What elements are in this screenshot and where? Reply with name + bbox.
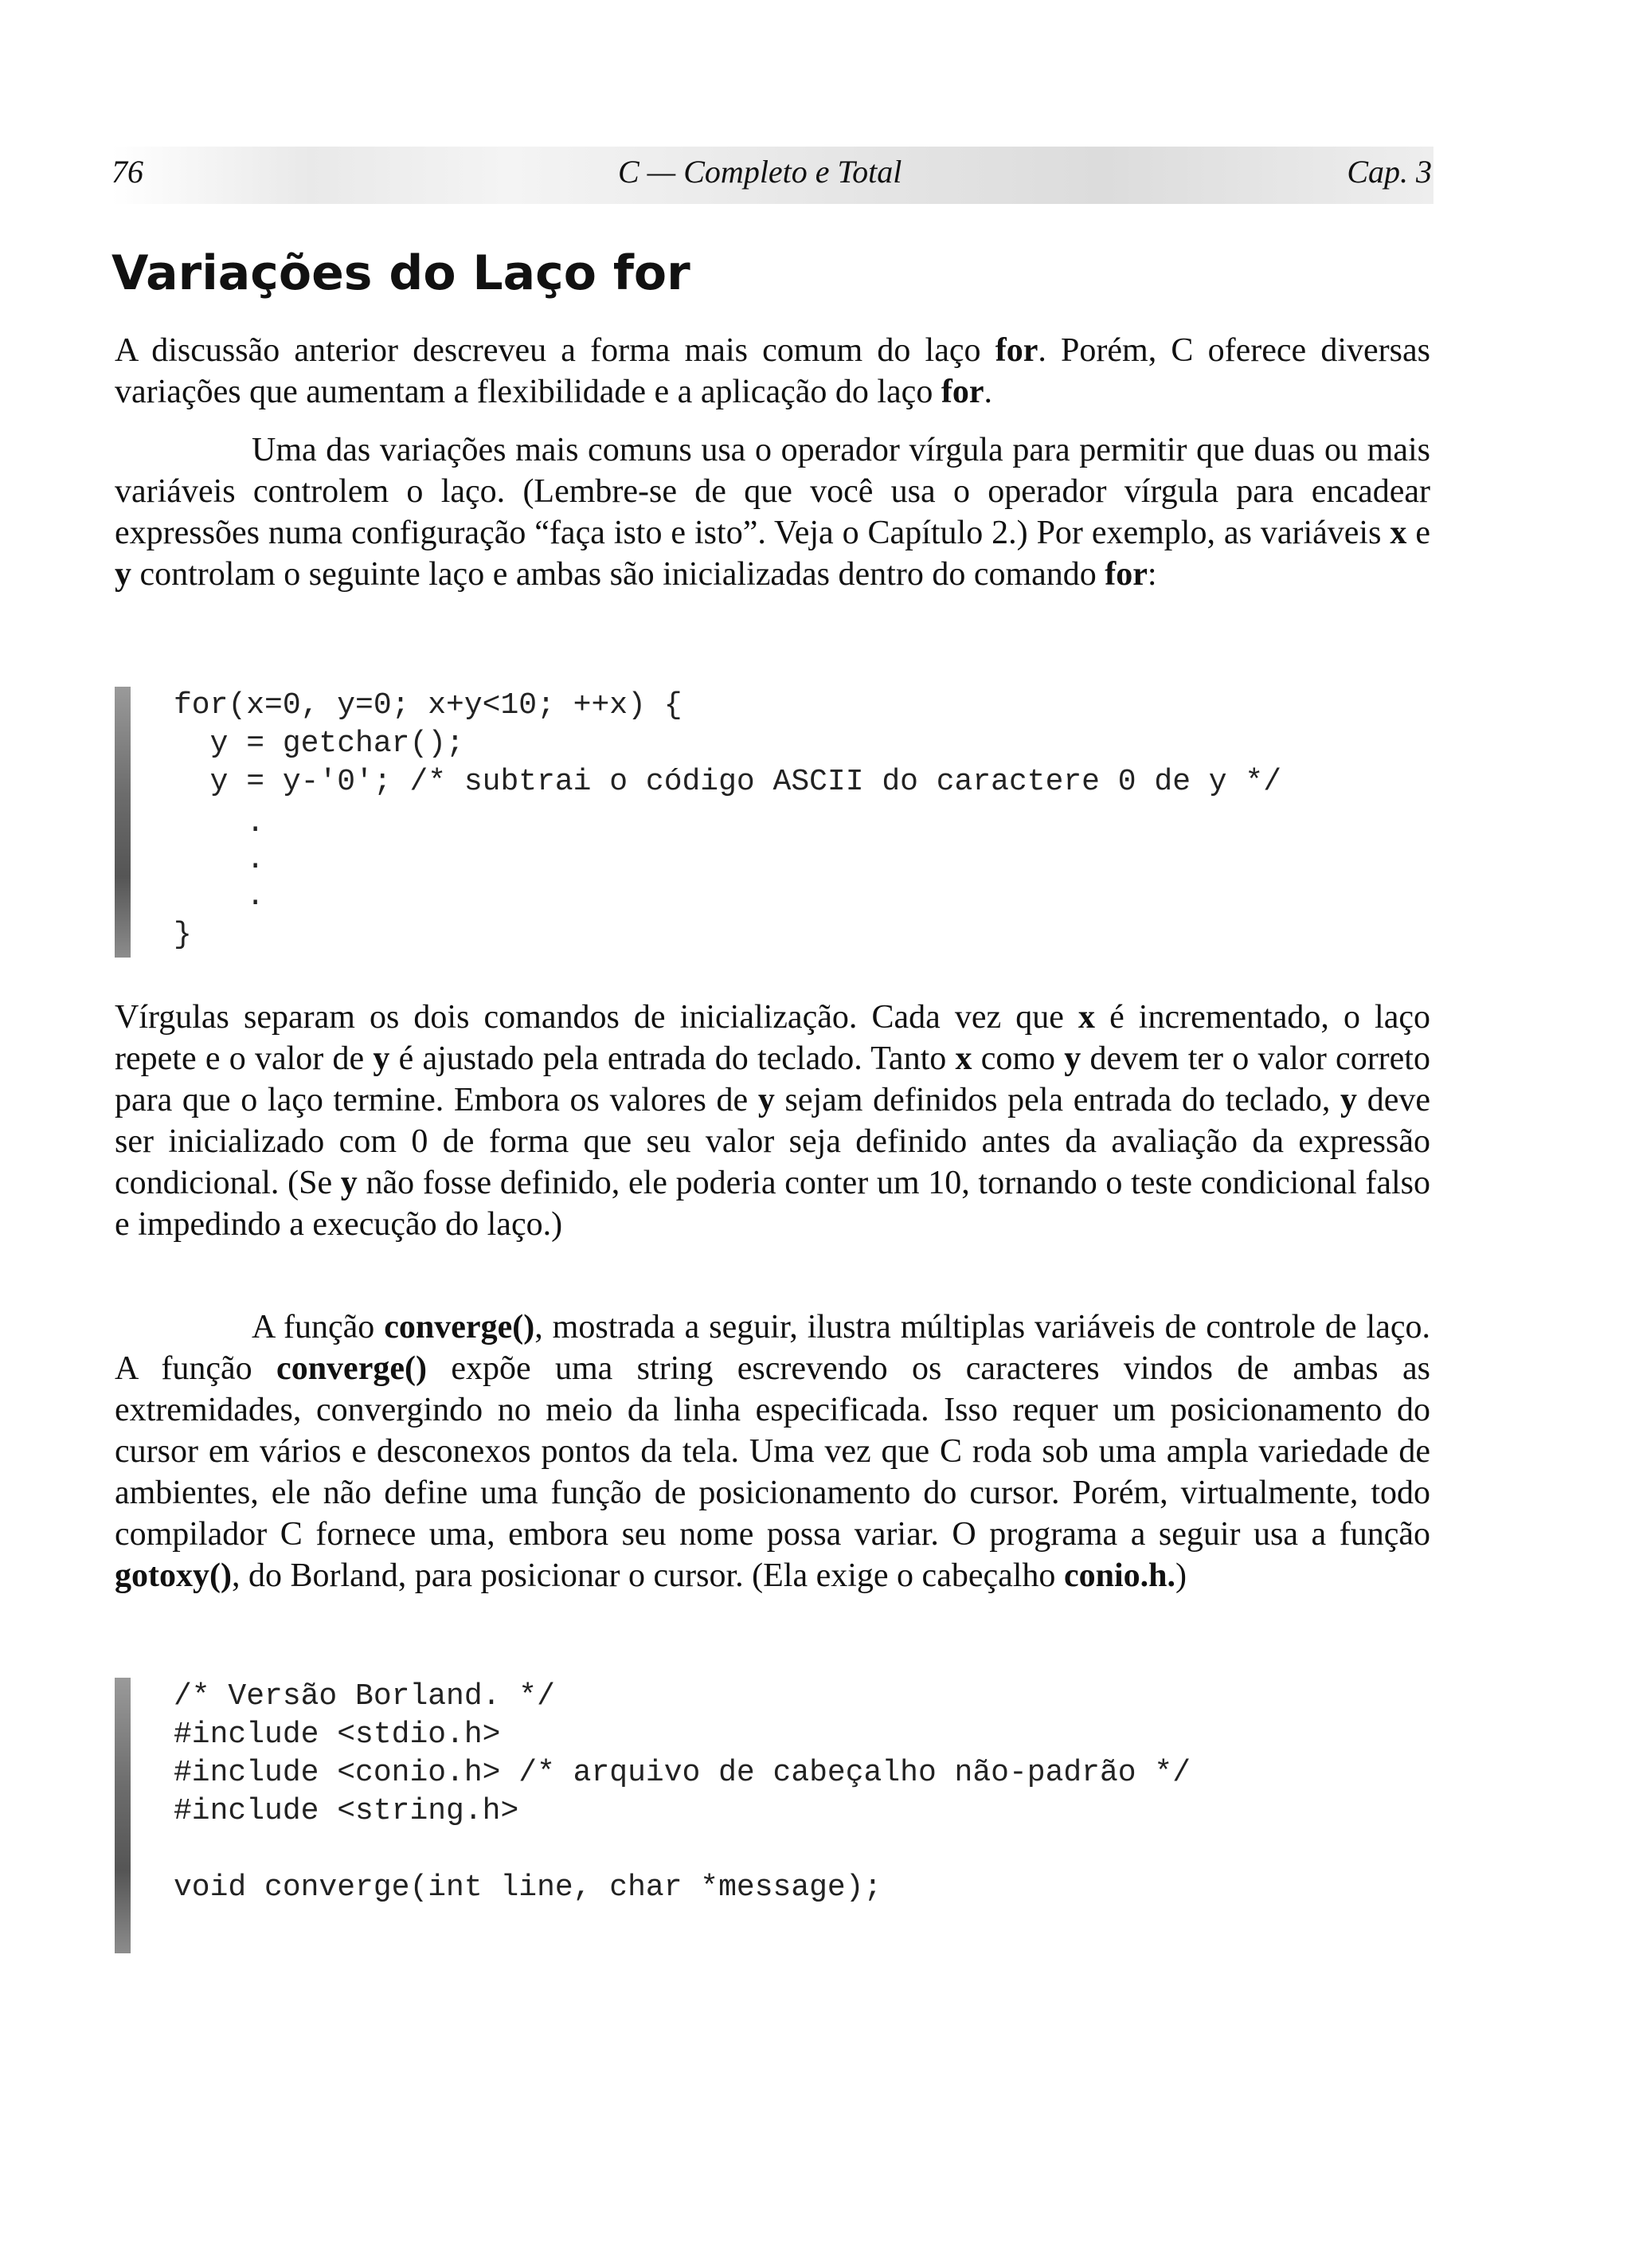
code-block [115,687,1437,958]
code-line: . [174,806,265,840]
text-run: controlam o seguinte laço e ambas são inicializadas dentro do comando [131,556,1105,593]
text-run: . [984,374,992,410]
text-run: não fosse definido, ele poderia conter um 10, tornando o teste condicional falso e impedindo a execução do laço.) [115,1165,1430,1243]
code-block [115,1678,1437,1953]
paragraph [115,429,1430,595]
bold-term: x [1390,515,1407,551]
bold-term: y [1340,1082,1358,1118]
code-line: void converge(int line, char *message); [174,1870,882,1905]
chapter-label: Cap. 3 [1347,154,1432,190]
paragraph [115,1306,1430,1596]
text-run: expõe uma string escrevendo os caracteres vindos de ambas as extremidades, convergindo no meio da linha especificada. Isso requer um posicionamento do cursor em vários e desconexos pontos da tela. Uma vez que C roda sob uma ampla variedade de ambientes, ele não define uma função de posicionamento do cursor. Porém, virtualmente, todo compilador C fornece uma, embora seu nome possa variar. O programa a seguir usa a função [115,1350,1430,1553]
text-run: Vírgulas separam os dois comandos de inicialização. Cada vez que [115,999,1078,1036]
code-line: #include <stdio.h> [174,1718,501,1752]
code-line: for(x=0, y=0; x+y<10; ++x) { [174,688,683,723]
bold-term: converge() [276,1350,427,1387]
text-run: deve ser inicializado com 0 de forma que seu valor seja definido antes da avaliação da expressão condicional. (Se [115,1082,1430,1201]
text-run: ) [1175,1557,1187,1594]
bold-term: for [995,332,1038,369]
code-line: } [174,918,192,952]
code-line: /* Versão Borland. */ [174,1679,555,1714]
text-run: sejam definidos pela entrada do teclado, [774,1082,1341,1118]
text-run: é ajustado pela entrada do teclado. Tanto [389,1040,956,1077]
section-heading: Variações do Laço for [111,245,690,301]
text-run: , do Borland, para posicionar o cursor. (Ela exige o cabeçalho [231,1557,1064,1594]
bold-term: x [1078,999,1095,1036]
text-run: : [1147,556,1157,593]
code-line: . [174,843,265,877]
code-line: . [174,879,265,914]
bold-term: y [757,1082,775,1118]
paragraph [115,330,1430,413]
text-run: devem ter o valor correto para que o laço termine. Embora os valores de [115,1040,1430,1118]
code-margin-bar [115,687,131,958]
bold-term: y [373,1040,390,1077]
bold-term: y [1064,1040,1081,1077]
code-margin-bar [115,1678,131,1953]
text-run: A função [252,1309,385,1346]
bold-term: conio.h. [1063,1557,1175,1594]
bold-term: y [340,1165,358,1201]
code-line: y = y-'0'; /* subtrai o código ASCII do caractere 0 de y */ [174,765,1282,799]
paragraph [115,997,1430,1245]
bold-term: for [1105,556,1148,593]
text-run: é incrementado, o laço repete e o valor de [115,999,1430,1077]
code-line: #include <string.h> [174,1794,519,1828]
bold-term: for [941,374,984,410]
text-run: , mostrada a seguir, ilustra múltiplas variáveis de controle de laço. A função [115,1309,1430,1387]
text-run: Uma das variações mais comuns usa o operador vírgula para permitir que duas ou mais variáveis controlem o laço. (Lembre-se de que você usa o operador vírgula para encadear expressões numa configuração “faça isto e isto”. Veja o Capítulo 2.) Por exemplo, as variáveis [115,432,1430,551]
bold-term: y [115,556,131,593]
text-run: e [1406,515,1430,551]
code-line: #include <conio.h> /* arquivo de cabeçalho não-padrão */ [174,1756,1191,1790]
bold-term: x [955,1040,972,1077]
text-run: . Porém, C oferece diversas variações que aumentam a flexibilidade e a aplicação do laço [115,332,1430,410]
bold-term: gotoxy() [115,1557,232,1594]
running-title: C — Completo e Total [618,154,902,190]
text-run: A discussão anterior descreveu a forma mais comum do laço [115,332,995,369]
text-run: como [972,1040,1065,1077]
running-header [111,147,1433,204]
bold-term: converge() [384,1309,535,1346]
page-number: 76 [111,154,143,190]
code-line: y = getchar(); [174,727,464,761]
